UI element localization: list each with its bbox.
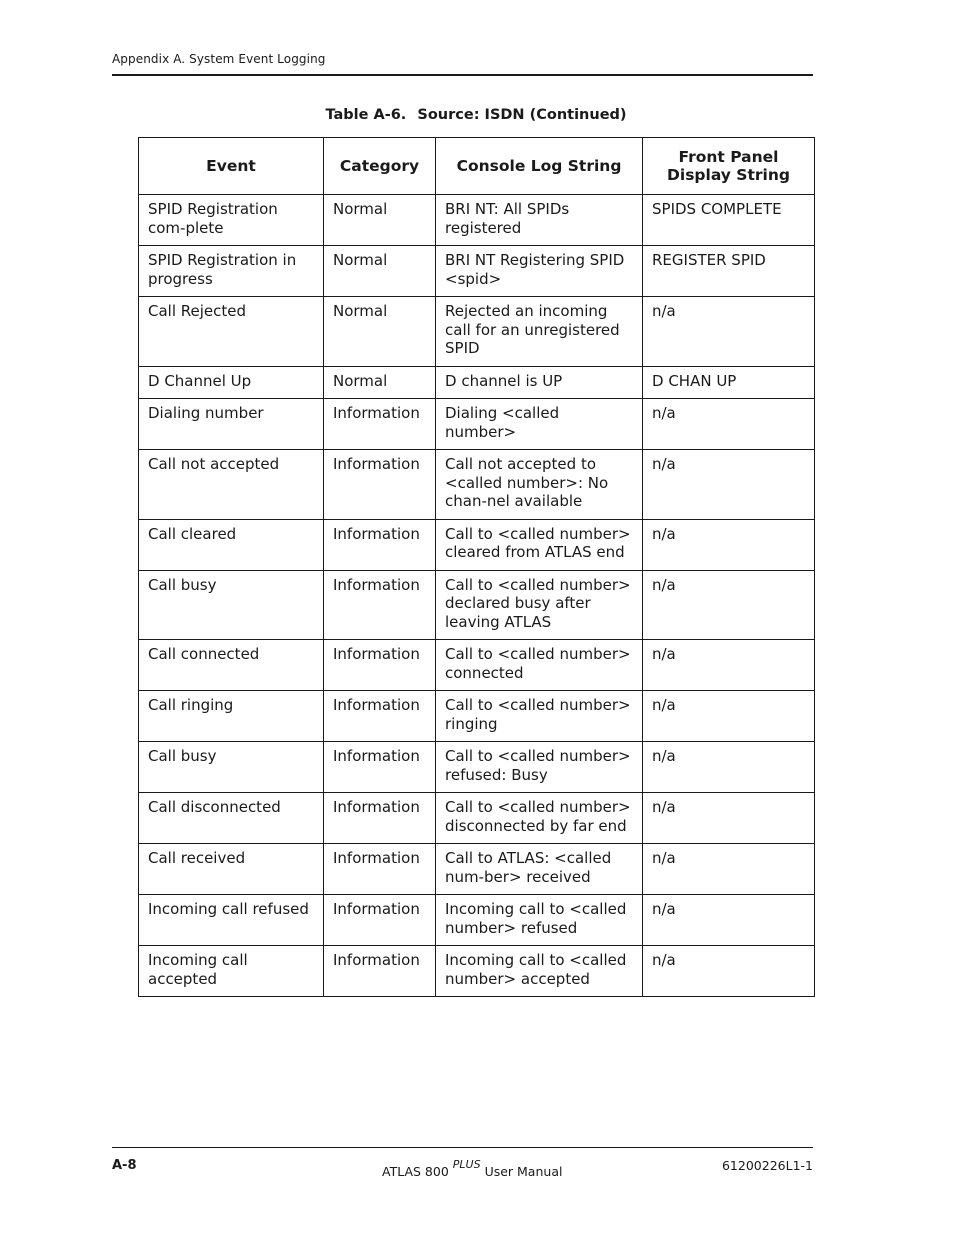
page-footer bbox=[112, 1147, 813, 1179]
table-row bbox=[139, 399, 815, 450]
category-cell: Information bbox=[324, 519, 436, 570]
category-cell: Normal bbox=[324, 366, 436, 399]
table-row bbox=[139, 450, 815, 520]
header-row bbox=[139, 138, 815, 195]
console-log-cell: Incoming call to <called number> accepted bbox=[436, 946, 643, 997]
section-title: Appendix A. System Event Logging bbox=[112, 52, 326, 66]
category-cell: Information bbox=[324, 691, 436, 742]
category-cell: Information bbox=[324, 742, 436, 793]
event-cell: Call disconnected bbox=[139, 793, 324, 844]
console-log-cell: D channel is UP bbox=[436, 366, 643, 399]
category-cell: Information bbox=[324, 399, 436, 450]
event-cell: Call received bbox=[139, 844, 324, 895]
front-panel-cell: n/a bbox=[643, 844, 815, 895]
console-log-cell: Call not accepted to <called number>: No chan-nel available bbox=[436, 450, 643, 520]
front-panel-cell: n/a bbox=[643, 946, 815, 997]
event-cell: Call not accepted bbox=[139, 450, 324, 520]
product-title bbox=[382, 1158, 562, 1179]
table-row bbox=[139, 895, 815, 946]
table-row bbox=[139, 946, 815, 997]
event-cell: D Channel Up bbox=[139, 366, 324, 399]
console-log-cell: Call to <called number> disconnected by far end bbox=[436, 793, 643, 844]
column-header-category: Category bbox=[324, 138, 436, 195]
table-header bbox=[139, 138, 815, 195]
front-panel-cell: n/a bbox=[643, 895, 815, 946]
table-row bbox=[139, 640, 815, 691]
category-cell: Normal bbox=[324, 297, 436, 367]
table-body bbox=[139, 195, 815, 997]
event-cell: SPID Registration in progress bbox=[139, 246, 324, 297]
console-log-cell: Call to <called number> connected bbox=[436, 640, 643, 691]
front-panel-cell: SPIDS COMPLETE bbox=[643, 195, 815, 246]
console-log-cell: Rejected an incoming call for an unregistered SPID bbox=[436, 297, 643, 367]
table-row bbox=[139, 366, 815, 399]
category-cell: Information bbox=[324, 570, 436, 640]
event-cell: Call connected bbox=[139, 640, 324, 691]
console-log-cell: Call to <called number> ringing bbox=[436, 691, 643, 742]
front-panel-cell: n/a bbox=[643, 793, 815, 844]
table-row bbox=[139, 297, 815, 367]
table-title: Source: ISDN (Continued) bbox=[417, 107, 627, 123]
table-number: Table A-6. bbox=[325, 107, 407, 123]
front-panel-cell: n/a bbox=[643, 570, 815, 640]
front-panel-cell: n/a bbox=[643, 297, 815, 367]
front-panel-cell: n/a bbox=[643, 640, 815, 691]
event-cell: Call cleared bbox=[139, 519, 324, 570]
front-panel-cell: n/a bbox=[643, 519, 815, 570]
table-row bbox=[139, 793, 815, 844]
console-log-cell: BRI NT: All SPIDs registered bbox=[436, 195, 643, 246]
page-header bbox=[112, 52, 813, 76]
table-row bbox=[139, 691, 815, 742]
event-cell: Call Rejected bbox=[139, 297, 324, 367]
console-log-cell: Call to <called number> refused: Busy bbox=[436, 742, 643, 793]
front-panel-cell: n/a bbox=[643, 399, 815, 450]
event-cell: Call busy bbox=[139, 570, 324, 640]
table-row bbox=[139, 246, 815, 297]
column-header-front-panel-display-string: Front Panel Display String bbox=[643, 138, 815, 195]
category-cell: Information bbox=[324, 640, 436, 691]
front-panel-cell: n/a bbox=[643, 742, 815, 793]
front-panel-cell: n/a bbox=[643, 450, 815, 520]
console-log-cell: Incoming call to <called number> refused bbox=[436, 895, 643, 946]
product-name: ATLAS 800 bbox=[382, 1164, 449, 1179]
front-panel-cell: REGISTER SPID bbox=[643, 246, 815, 297]
part-number: 61200226L1-1 bbox=[721, 1158, 813, 1173]
category-cell: Information bbox=[324, 895, 436, 946]
column-header-console-log-string: Console Log String bbox=[436, 138, 643, 195]
console-log-cell: Call to <called number> cleared from ATLAS end bbox=[436, 519, 643, 570]
front-panel-cell: n/a bbox=[643, 691, 815, 742]
event-cell: Incoming call accepted bbox=[139, 946, 324, 997]
console-log-cell: BRI NT Registering SPID <spid> bbox=[436, 246, 643, 297]
category-cell: Information bbox=[324, 450, 436, 520]
product-suffix: User Manual bbox=[484, 1164, 563, 1179]
event-cell: Call busy bbox=[139, 742, 324, 793]
event-cell: Incoming call refused bbox=[139, 895, 324, 946]
console-log-cell: Call to <called number> declared busy after leaving ATLAS bbox=[436, 570, 643, 640]
product-superscript: PLUS bbox=[452, 1158, 481, 1171]
column-header-event: Event bbox=[139, 138, 324, 195]
table-row bbox=[139, 519, 815, 570]
table-row bbox=[139, 195, 815, 246]
table-row bbox=[139, 844, 815, 895]
table-caption bbox=[138, 107, 814, 123]
event-cell: SPID Registration com-plete bbox=[139, 195, 324, 246]
console-log-cell: Call to ATLAS: <called num-ber> received bbox=[436, 844, 643, 895]
page-number: A-8 bbox=[112, 1158, 137, 1173]
category-cell: Information bbox=[324, 793, 436, 844]
category-cell: Normal bbox=[324, 195, 436, 246]
category-cell: Normal bbox=[324, 246, 436, 297]
console-log-cell: Dialing <called number> bbox=[436, 399, 643, 450]
front-panel-cell: D CHAN UP bbox=[643, 366, 815, 399]
event-cell: Call ringing bbox=[139, 691, 324, 742]
table-row bbox=[139, 570, 815, 640]
category-cell: Information bbox=[324, 946, 436, 997]
event-table bbox=[138, 137, 815, 997]
table-row bbox=[139, 742, 815, 793]
event-cell: Dialing number bbox=[139, 399, 324, 450]
category-cell: Information bbox=[324, 844, 436, 895]
